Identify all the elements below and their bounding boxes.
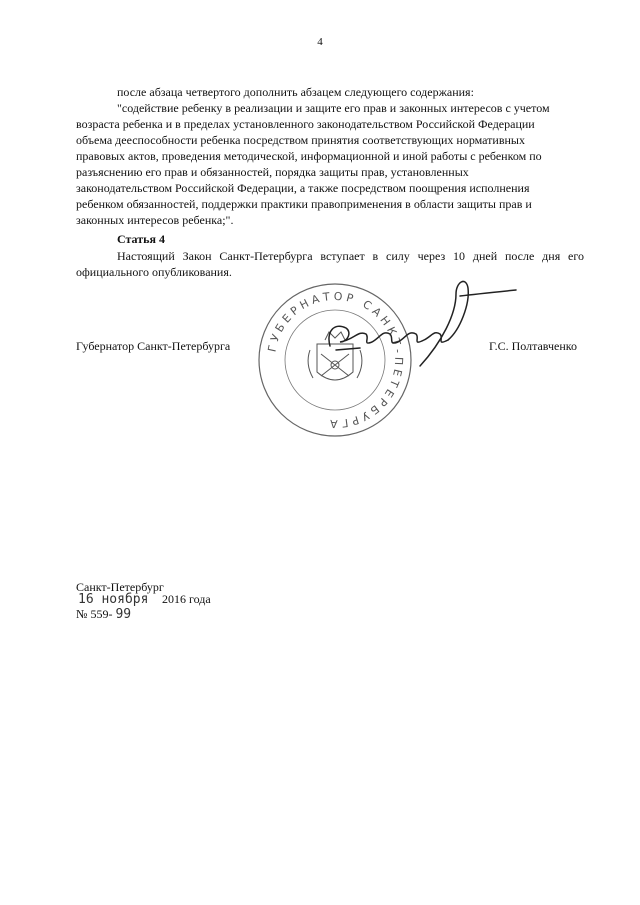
governor-title: Губернатор Санкт-Петербурга xyxy=(76,339,231,353)
quote-line: ребенком обязанностей, поддержки практики правоприменения в области защиты прав и xyxy=(76,197,532,211)
number-handwritten: 99 xyxy=(115,607,132,622)
footer-city: Санкт-Петербург xyxy=(76,580,164,594)
date-year: 2016 года xyxy=(162,592,211,606)
quote-line: законных интересов ребенка;". xyxy=(76,213,234,227)
date-handwritten: 16 ноября xyxy=(78,592,149,607)
seal-text: ГУБЕРНАТОР САНКТ-ПЕТЕРБУРГА xyxy=(265,289,406,431)
quote-line: "содействие ребенку в реализации и защите его прав и законных интересов с учетом xyxy=(117,101,550,115)
article-text: Настоящий Закон Санкт-Петербурга вступает в силу через 10 дней после дня его официального опубликования. xyxy=(76,249,584,279)
number-prefix: № 559- xyxy=(76,607,113,621)
article-title: Статья 4 xyxy=(117,232,165,246)
page-number: 4 xyxy=(317,36,323,48)
quote-line: объема дееспособности ребенка посредством принятия соответствующих нормативных xyxy=(76,133,525,147)
document-number xyxy=(76,607,131,622)
quote-line: разъяснению его прав и обязанностей, порядка защиты прав, установленных xyxy=(76,165,469,179)
amendment-intro: после абзаца четвертого дополнить абзацем следующего содержания: xyxy=(117,85,474,99)
amendment-quote xyxy=(76,100,584,228)
handwritten-signature-icon xyxy=(300,268,520,378)
quote-line: законодательством Российской Федерации, а также посредством поощрения исполнения xyxy=(76,181,530,195)
quote-line: возраста ребенка и в пределах установленного законодательством Российской Федерации xyxy=(76,117,535,131)
governor-name: Г.С. Полтавченко xyxy=(489,339,578,353)
quote-line: правовых актов, проведения методической, информационной и иной работы с ребенком по xyxy=(76,149,542,163)
